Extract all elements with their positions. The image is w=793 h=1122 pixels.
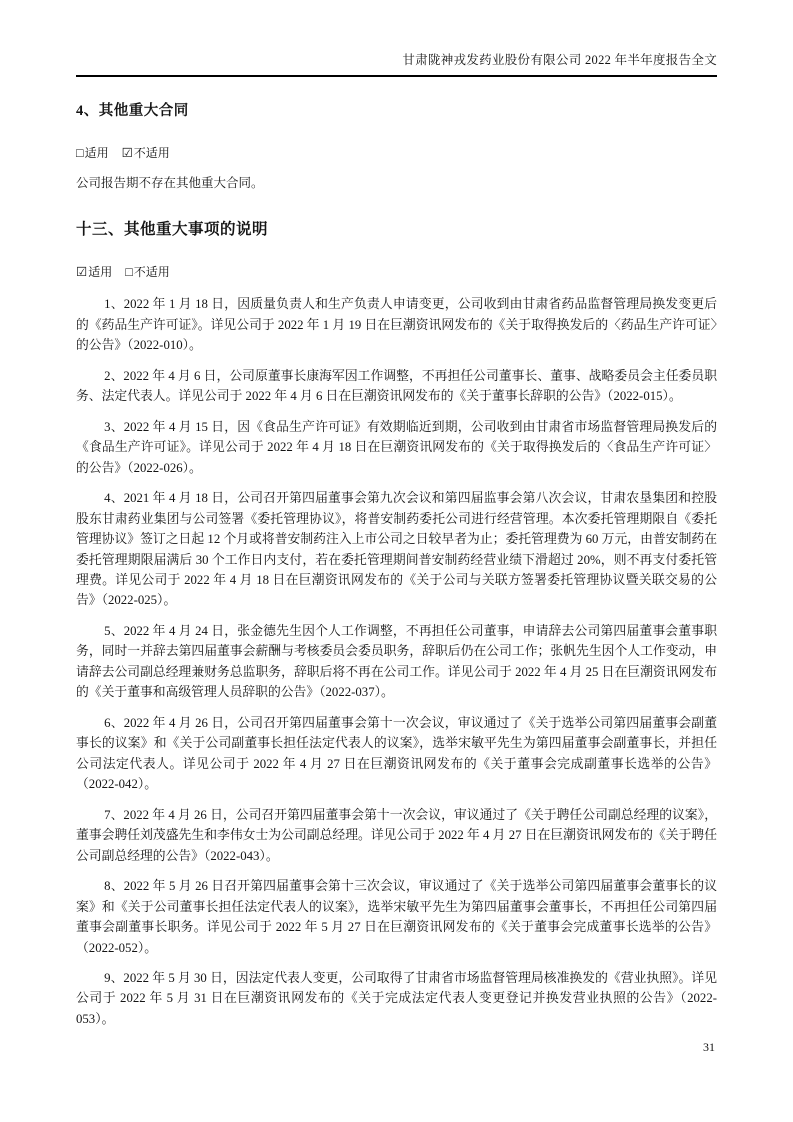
section-4-title: 4、其他重大合同	[76, 103, 189, 119]
applicable-label: 适用	[84, 146, 109, 160]
paragraph-7: 7、2022 年 4 月 26 日，公司召开第四届董事会第十一次会议，审议通过了《关于聘任公司副总经理的议案》，董事会聘任刘茂盛先生和李伟女士为公司副总经理。详见公司于 2022 年 4 月 27 日在巨潮资讯网发布的《关于聘任公司副总经理的公告》（2022-043）。	[76, 807, 717, 863]
applicable-label: 适用	[88, 265, 113, 280]
checkbox-checked-icon: ☑	[121, 146, 133, 160]
checkbox-unchecked-icon: □	[76, 146, 84, 160]
page-content	[76, 50, 717, 1039]
section-13-applicability	[76, 263, 717, 280]
paragraph-5: 5、2022 年 4 月 24 日，张金德先生因个人工作调整，不再担任公司董事，申请辞去公司第四届董事会董事职务，同时一并辞去第四届董事会薪酬与考核委员会委员职务，辞职后仍在公司工作；张帆先生因个人工作变动，申请辞去公司副总经理兼财务总监职务，辞职后将不再在公司工作。详见公司于 2022 年 4 月 25 日在巨潮资讯网发布的《关于董事和高级管理人员辞职的公告》（2022-037）。	[76, 623, 717, 700]
checkbox-checked-icon: ☑	[76, 265, 88, 280]
not-applicable-option	[122, 146, 170, 160]
paragraph-8: 8、2022 年 5 月 26 日召开第四届董事会第十三次会议，审议通过了《关于选举公司第四届董事会董事长的议案》和《关于公司董事长担任法定代表人的议案》，选举宋敏平先生为第四届董事会董事长，不再担任公司第四届董事会副董事长职务。详见公司于 2022 年 5 月 27 日在巨潮资讯网发布的《关于董事会完成董事长选举的公告》（2022-052）。	[76, 879, 717, 955]
not-applicable-label: 不适用	[133, 265, 170, 280]
paragraph-3: 3、2022 年 4 月 15 日，因《食品生产许可证》有效期临近到期，公司收到由甘肃省市场监督管理局换发后的《食品生产许可证》。详见公司于 2022 年 4 月 18 日在巨潮资讯网发布的《关于取得换发后的〈食品生产许可证〉的公告》（2022-026）。	[76, 419, 717, 475]
paragraph-2: 2、2022 年 4 月 6 日，公司原董事长康海军因工作调整，不再担任公司董事长、董事、战略委员会主任委员职务、法定代表人。详见公司于 2022 年 4 月 6 日在巨潮资讯网发布的《关于董事长辞职的公告》（2022-015）。	[76, 368, 717, 404]
not-applicable-option	[125, 265, 170, 279]
paragraph-1: 1、2022 年 1 月 18 日，因质量负责人和生产负责人申请变更，公司收到由甘肃省药品监督管理局换发变更后的《药品生产许可证》。详见公司于 2022 年 1 月 19 日在巨潮资讯网发布的《关于取得换发后的〈药品生产许可证〉的公告》（2022-010）。	[76, 297, 717, 353]
page-header	[76, 50, 717, 77]
paragraph-6: 6、2022 年 4 月 26 日，公司召开第四届董事会第十一次会议，审议通过了《关于选举公司第四届董事会副董事长的议案》和《关于公司副董事长担任法定代表人的议案》，选举宋敏平先生为第四届董事会副董事长，并担任公司法定代表人。详见公司于 2022 年 4 月 27 日在巨潮资讯网发布的《关于董事会完成副董事长选举的公告》（2022-042）。	[76, 715, 717, 792]
section-13-title: 十三、其他重大事项的说明	[76, 221, 269, 239]
checkbox-unchecked-icon: □	[125, 265, 133, 280]
applicable-option	[76, 265, 112, 279]
paragraph-4: 4、2021 年 4 月 18 日，公司召开第四届董事会第九次会议和第四届监事会第八次会议，甘肃农垦集团和控股股东甘肃药业集团与公司签署《委托管理协议》，将普安制药委托公司进行经营管理。本次委托管理期限自《委托管理协议》签订之日起 12 个月或将普安制药注入上市公司之日较早者为止；委托管理费为 60 万元，由普安制药在委托管理期限届满后 30 个工作日内支付，若在委托管理期间普安制药经营业绩下滑超过 20%，则不再支付委托管理费。详见公司于 2022 年 4 月 18 日在巨潮资讯网发布的《关于公司与关联方签署委托管理协议暨关联交易的公告》（2022-025）。	[76, 491, 717, 608]
not-applicable-label: 不适用	[133, 146, 170, 160]
paragraph-9: 9、2022 年 5 月 30 日，因法定代表人变更，公司取得了甘肃省市场监督管理局核准换发的《营业执照》。详见公司于 2022 年 5 月 31 日在巨潮资讯网发布的《关于完成法定代表人变更登记并换发营业执照的公告》（2022-053）。	[76, 970, 717, 1026]
section-13-paragraphs	[76, 294, 717, 1029]
page-header-title: 甘肃陇神戎发药业股份有限公司 2022 年半年度报告全文	[402, 53, 717, 67]
section-4-applicability	[76, 144, 717, 161]
page-number: 31	[703, 1040, 715, 1054]
section-4-body: 公司报告期不存在其他重大合同。	[76, 176, 264, 190]
applicable-option	[76, 146, 109, 160]
